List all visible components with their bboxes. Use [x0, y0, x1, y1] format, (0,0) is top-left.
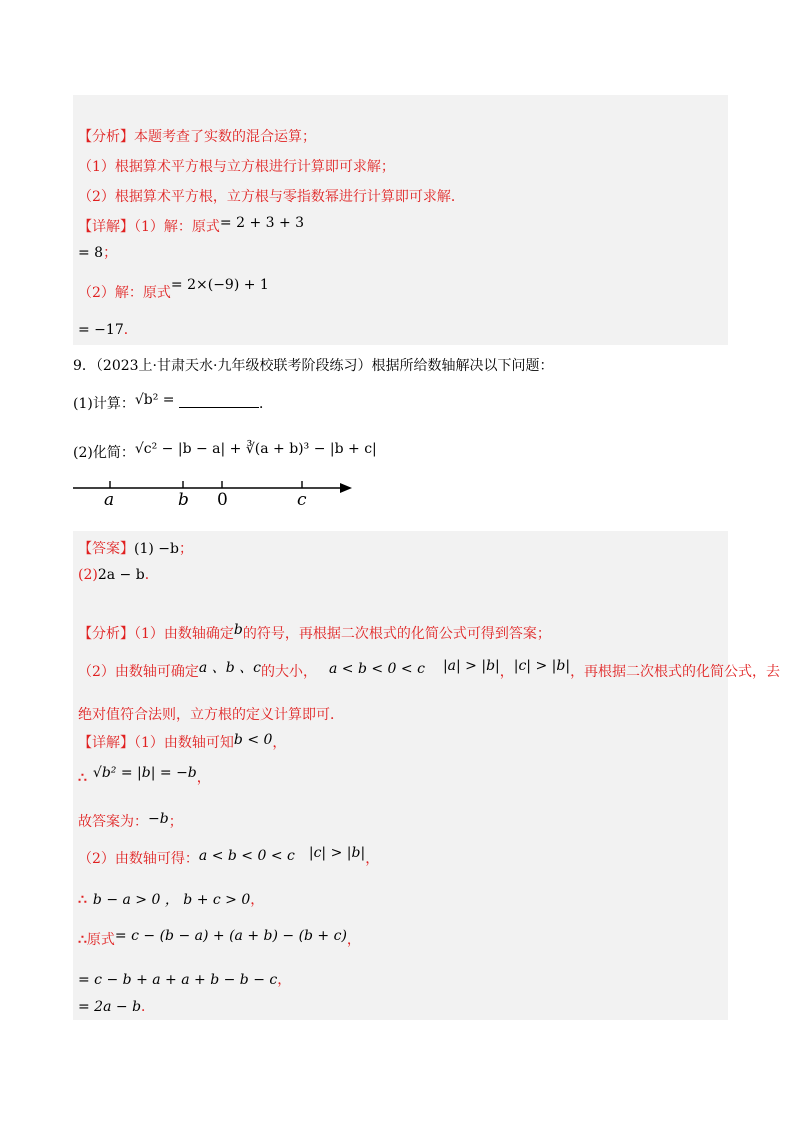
- analysis-2-vars: a 、b 、c: [198, 660, 261, 676]
- detail-3-text: 故答案为：: [78, 814, 148, 830]
- analysis-2-abs2: |c| > |b|: [513, 658, 571, 674]
- detail-4-text: （2）由数轴可得：: [78, 851, 199, 867]
- detail-1-expr: = 2 + 3 + 3: [219, 215, 305, 231]
- detail-6-expr: = c − (b − a) + (a + b) − (b + c): [114, 928, 347, 944]
- question-9-part1: (1)计算：√b² = ．: [73, 392, 273, 412]
- analysis-2-abs1: |a| > |b|: [442, 658, 500, 674]
- analysis-line-2: （2）由数轴可确定a 、b 、c的大小， a < b < 0 < c |a| > |b|，|c| > |b|，再根据二次根式的化简公式，去: [78, 658, 781, 680]
- detail-q9-line-1: 【详解】（1）由数轴可知b < 0，: [78, 732, 287, 751]
- detail-q9-line-3: 故答案为：−b；: [78, 811, 183, 830]
- arrow-head: [340, 483, 352, 493]
- question-number: 9．: [73, 358, 96, 374]
- detail-tag: 【详解】: [78, 219, 134, 235]
- detail-3-expr: −b: [148, 811, 169, 827]
- detail-1-ineq: b < 0: [233, 732, 273, 748]
- detail-tag-q9: 【详解】: [78, 735, 134, 751]
- analysis-2b: 的大小，: [260, 664, 317, 680]
- detail-q9-line-4: （2）由数轴可得：a < b < 0 < c |c| > |b|，: [78, 845, 380, 867]
- analysis-1-var: b: [233, 622, 243, 638]
- detail-1a: （1）由数轴可知: [134, 735, 234, 751]
- analysis-point-1: （1）根据算术平方根与立方根进行计算即可求解；: [78, 159, 395, 175]
- analysis-1b: 的符号，再根据二次根式的化简公式可得到答案；: [242, 626, 551, 642]
- answer-line-2: (2)2a − b．: [78, 567, 159, 583]
- answer-1: (1) −b: [134, 541, 179, 557]
- analysis-2-ineq: a < b < 0 < c: [328, 661, 425, 677]
- detail-6-text: 原式: [86, 932, 115, 948]
- question-source: （2023上·甘肃天水·九年级校联考阶段练习）根据所给数轴解决以下问题：: [95, 358, 554, 374]
- analysis-line-1: [78, 624, 551, 644]
- detail-q9-line-2: ∴ √b² = |b| = −b，: [78, 765, 211, 786]
- number-line: [0, 470, 800, 510]
- analysis-tag-q9: 【分析】: [78, 626, 134, 642]
- answer-tag: 【答案】: [78, 541, 134, 557]
- part2-expr: √c² − |b − a| + ∛(a + b)³ − |b + c|: [134, 441, 377, 457]
- detail-5-expr: b − a > 0 ， b + c > 0: [92, 892, 251, 908]
- therefore-3: ∴: [78, 932, 87, 948]
- answer-line-1: 【答案】(1) −b；: [78, 541, 193, 557]
- analysis-line-3: 绝对值符合法则，立方根的定义计算即可．: [78, 707, 344, 723]
- analysis-2c: ，再根据二次根式的化简公式，去: [570, 664, 781, 680]
- part1-expr: √b² =: [134, 392, 175, 408]
- analysis-2a: （2）由数轴可确定: [78, 664, 199, 680]
- detail-line-3: [78, 277, 269, 303]
- detail-q9-line-7: = c − b + a + a + b − b − c，: [78, 972, 292, 988]
- therefore-2: ∴: [78, 892, 87, 908]
- detail-q9-line-5: ∴ b − a > 0 ， b + c > 0，: [78, 892, 265, 908]
- answer-2-expr: 2a − b: [97, 567, 145, 583]
- detail-1-text: （1）解：原式: [134, 219, 220, 235]
- answer-2-label: (2): [78, 567, 98, 583]
- detail-q9-line-6: ∴原式= c − (b − a) + (a + b) − (b + c)，: [78, 928, 361, 948]
- detail-4-abs: |c| > |b|: [308, 845, 366, 861]
- detail-2-expr: √b² = |b| = −b: [92, 765, 197, 781]
- axis-label-a: a: [104, 490, 115, 510]
- therefore-1: ∴: [78, 770, 87, 786]
- detail-1-result: = 8: [78, 245, 104, 261]
- answer-blank: [179, 393, 259, 408]
- axis-label-0: 0: [217, 490, 228, 510]
- part1-label: (1)计算：: [73, 396, 135, 412]
- detail-8-expr: = 2a − b: [78, 999, 142, 1015]
- analysis-tag: 【分析】: [78, 129, 134, 145]
- analysis-1a: （1）由数轴确定: [134, 626, 234, 642]
- axis-label-b: b: [178, 490, 189, 510]
- detail-4-ineq: a < b < 0 < c: [198, 848, 295, 864]
- part2-label: (2)化简：: [73, 445, 135, 461]
- analysis-point-2: （2）根据算术平方根，立方根与零指数幂进行计算即可求解．: [78, 189, 465, 205]
- question-9-part2: [73, 443, 377, 463]
- detail-2-expr: = 2×(−9) + 1: [170, 277, 269, 293]
- axis-label-c: c: [297, 490, 307, 510]
- detail-2-text: （2）解：原式: [78, 285, 171, 301]
- analysis-text: 本题考查了实数的混合运算；: [134, 129, 316, 145]
- analysis-line: [78, 127, 316, 147]
- detail-line-1: [78, 217, 304, 237]
- detail-line-2: = 8；: [78, 245, 118, 261]
- detail-2-result: = −17: [78, 322, 124, 338]
- detail-line-4: = −17．: [78, 322, 138, 338]
- detail-q9-line-8: = 2a − b．: [78, 999, 156, 1015]
- detail-7-expr: = c − b + a + a + b − b − c: [78, 972, 278, 988]
- question-9-header: [73, 356, 553, 376]
